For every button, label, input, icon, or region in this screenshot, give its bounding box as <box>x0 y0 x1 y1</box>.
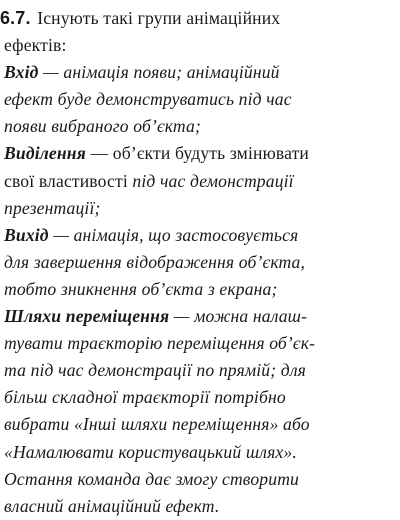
text-segment: ефектів: <box>4 35 67 56</box>
text-segment: — можна налаш- <box>169 306 308 327</box>
text-line <box>4 86 396 113</box>
text-line <box>4 32 396 59</box>
text-line <box>4 493 396 520</box>
text-segment: тобто зникнення об’єкта з екрана; <box>4 278 278 299</box>
text-line <box>4 195 396 222</box>
text-line <box>4 411 396 438</box>
text-segment: Остання команда дає змогу створити <box>4 468 300 489</box>
text-segment: — об’єкти будуть змінювати <box>85 143 309 164</box>
text-line <box>4 249 396 276</box>
term-heading: Вихід <box>4 224 49 245</box>
text-line <box>4 330 396 357</box>
text-segment: під час демонстрації <box>132 170 294 191</box>
text-line <box>4 357 396 384</box>
term-heading: Шляхи переміщення <box>4 306 170 327</box>
text-line <box>4 303 396 330</box>
exercise-number: 6.7. <box>0 8 31 28</box>
text-segment: свої властивості <box>4 170 133 191</box>
text-line <box>4 140 396 167</box>
text-segment: для завершення відображення об’єкта, <box>4 251 306 272</box>
text-segment: тувати траєкторію переміщення об’єк- <box>4 333 316 354</box>
text-segment: появи вибраного об’єкта; <box>4 116 201 137</box>
text-line <box>4 276 396 303</box>
text-line <box>4 222 396 249</box>
text-line <box>4 466 396 493</box>
text-segment: Існують такі групи анімаційних <box>37 8 281 28</box>
text-segment: ефект буде демонструватись під час <box>4 89 292 110</box>
term-heading: Виділення <box>4 143 86 164</box>
text-segment: власний анімаційний ефект. <box>4 495 220 516</box>
text-segment: вибрати «Інші шляхи переміщення» або <box>4 414 310 435</box>
text-segment: та під час демонстрації по прямій; для <box>4 360 306 381</box>
text-line <box>0 5 396 32</box>
text-segment: — анімація появи; анімаційний <box>38 62 280 83</box>
text-lines <box>0 5 396 520</box>
text-line <box>4 59 396 86</box>
text-line <box>4 384 396 411</box>
text-line <box>4 113 396 140</box>
text-segment: більш складної траєкторії потрібно <box>4 387 286 408</box>
text-line <box>4 168 396 195</box>
text-line <box>4 439 396 466</box>
text-segment: — анімація, що застосовується <box>48 224 299 245</box>
text-segment: презентації; <box>4 197 101 218</box>
text-segment: «Намалювати користувацький шлях». <box>4 441 297 462</box>
answer-text-block <box>0 5 396 520</box>
term-heading: Вхід <box>4 62 39 83</box>
